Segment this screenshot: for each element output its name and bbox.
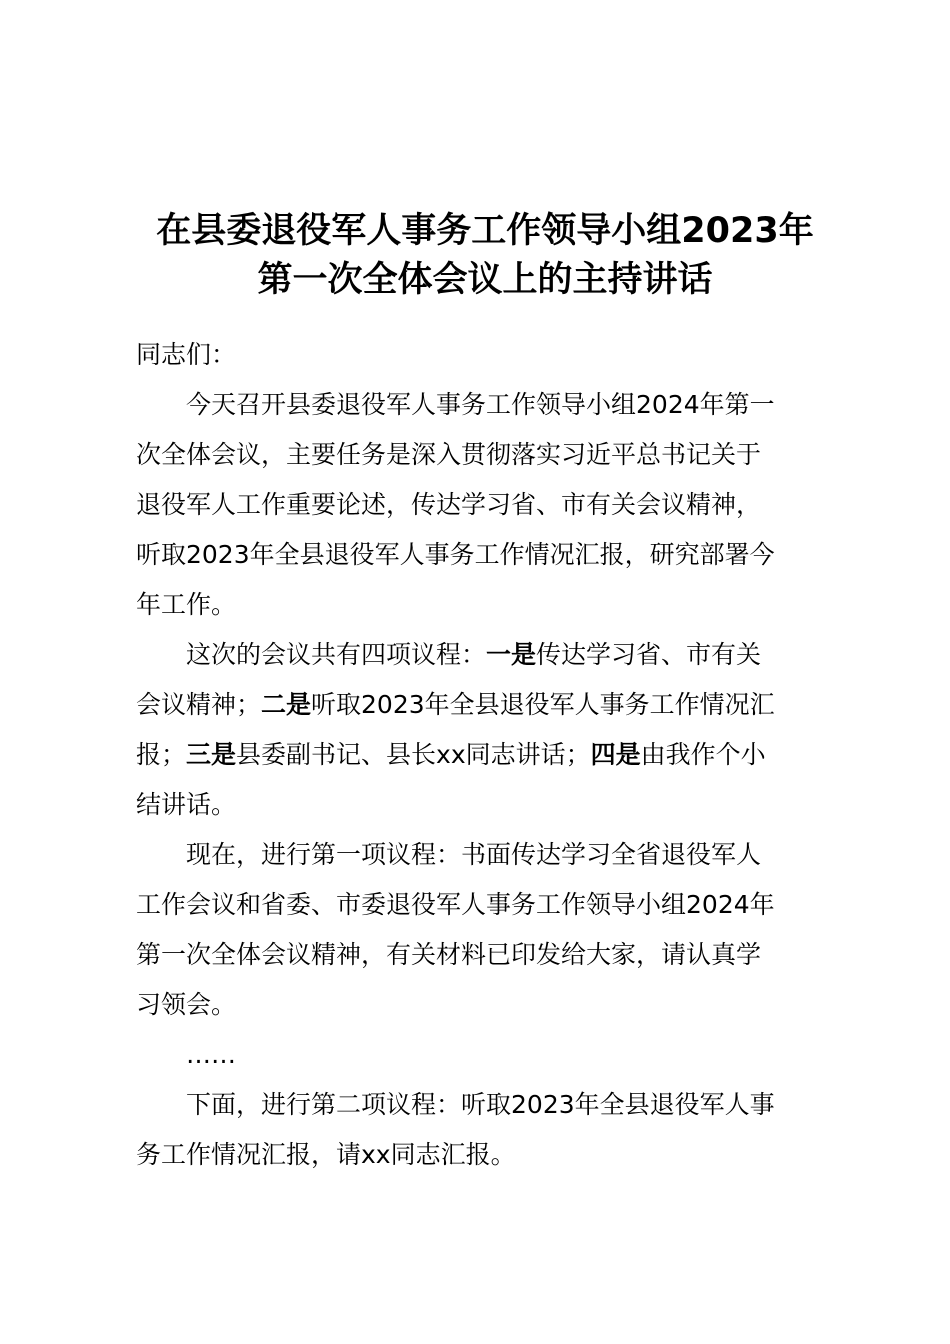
paragraph-line: 结讲话。 [136, 790, 237, 819]
paragraph-second-item [136, 1080, 848, 1180]
agenda-item-2-text-cont: 报； [136, 740, 187, 769]
ellipsis-paragraph [136, 1030, 848, 1080]
paragraph-opening [136, 380, 848, 630]
paragraph-line: 听取2023年全县退役军人事务工作情况汇报，研究部署今 [136, 540, 775, 569]
paragraph-first-item [136, 830, 848, 1030]
agenda-item-4-text: 由我作个小 [640, 740, 766, 769]
agenda-item-4-label: 四是 [590, 740, 641, 769]
paragraph-line: 习领会。 [136, 990, 237, 1019]
document-title-line-2: 第一次全体会议上的主持讲话 [257, 260, 713, 300]
paragraph-line [136, 730, 848, 780]
paragraph-line: 年工作。 [136, 590, 237, 619]
salutation [136, 330, 848, 380]
agenda-item-1-text: 传达学习省、市有关 [536, 640, 762, 669]
paragraph-agenda [136, 630, 848, 830]
agenda-item-3-text: 县委副书记、县长xx同志讲话； [236, 740, 591, 769]
document-title-line-1: 在县委退役军人事务工作领导小组2023年 [156, 211, 814, 251]
paragraph-line [136, 630, 848, 680]
paragraph-line: 下面，进行第二项议程：听取2023年全县退役军人事 [186, 1090, 775, 1119]
salutation-text: 同志们： [136, 340, 237, 369]
agenda-item-2-text: 听取2023年全县退役军人事务工作情况汇 [311, 690, 775, 719]
agenda-item-3-label: 三是 [186, 740, 237, 769]
paragraph-line: 次全体会议，主要任务是深入贯彻落实习近平总书记关于 [136, 440, 762, 469]
paragraph-line: 务工作情况汇报，请xx同志汇报。 [136, 1140, 516, 1169]
paragraph-line: 退役军人工作重要论述，传达学习省、市有关会议精神， [136, 490, 762, 519]
paragraph-line [136, 680, 848, 730]
paragraph-line: 工作会议和省委、市委退役军人事务工作领导小组2024年 [136, 890, 775, 919]
agenda-item-1-text-cont: 会议精神； [136, 690, 262, 719]
paragraph-line: 现在，进行第一项议程：书面传达学习全省退役军人 [186, 840, 762, 869]
agenda-item-1-label: 一是 [486, 640, 537, 669]
paragraph-line: 第一次全体会议精神，有关材料已印发给大家，请认真学 [136, 940, 762, 969]
ellipsis: …… [186, 1040, 236, 1069]
agenda-intro: 这次的会议共有四项议程： [186, 640, 487, 669]
agenda-item-2-label: 二是 [261, 690, 312, 719]
paragraph-line: 今天召开县委退役军人事务工作领导小组2024年第一 [186, 390, 775, 419]
